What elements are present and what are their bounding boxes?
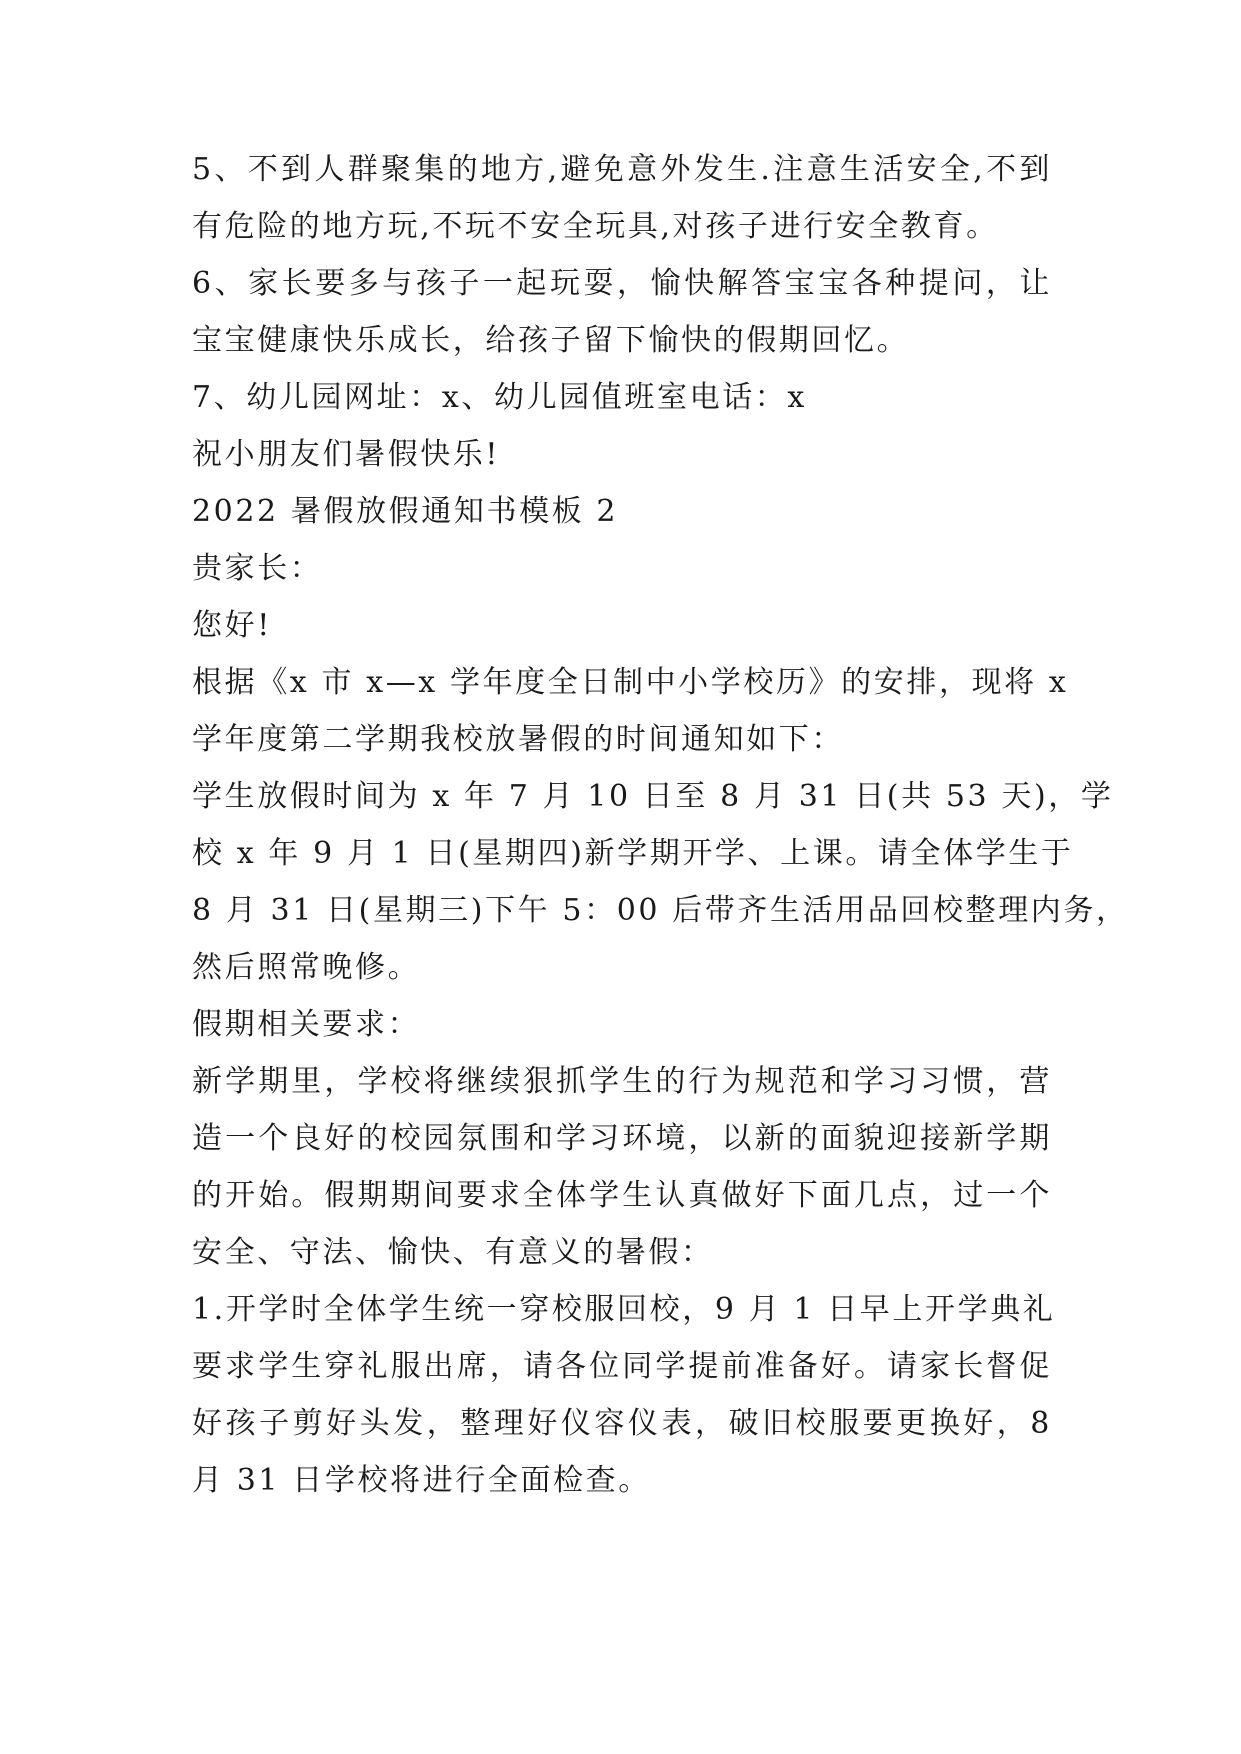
text-line: 然后照常晚修。 (192, 950, 421, 985)
text-line: 学生放假时间为 x 年 7 月 10 日至 8 月 31 日(共 53 天)，学 (192, 779, 1114, 814)
section-heading: 2022 暑假放假通知书模板 2 (192, 494, 619, 529)
text-line: 好孩子剪好头发，整理好仪容仪表，破旧校服要更换好，8 (192, 1406, 1052, 1441)
text-line: 要求学生穿礼服出席，请各位同学提前准备好。请家长督促 (192, 1349, 1052, 1384)
text-line: 的开始。假期期间要求全体学生认真做好下面几点，过一个 (192, 1178, 1052, 1213)
text-line: 8 月 31 日(星期三)下午 5：00 后带齐生活用品回校整理内务， (192, 893, 1129, 928)
text-line: 安全、守法、愉快、有意义的暑假： (192, 1235, 714, 1270)
text-line: 新学期里，学校将继续狠抓学生的行为规范和学习习惯，营 (192, 1064, 1052, 1099)
text-line: 宝宝健康快乐成长，给孩子留下愉快的假期回忆。 (192, 323, 910, 358)
text-line: 6、家长要多与孩子一起玩耍，愉快解答宝宝各种提问，让 (192, 266, 1052, 301)
text-line: 有危险的地方玩,不玩不安全玩具,对孩子进行安全教育。 (192, 209, 999, 244)
text-line: 5、不到人群聚集的地方,避免意外发生.注意生活安全,不到 (192, 152, 1052, 187)
text-line: 月 31 日学校将进行全面检查。 (192, 1463, 651, 1498)
salutation: 贵家长： (192, 551, 323, 586)
text-line: 造一个良好的校园氛围和学习环境，以新的面貌迎接新学期 (192, 1121, 1052, 1156)
greeting: 您好! (192, 608, 272, 643)
text-line: 1.开学时全体学生统一穿校服回校，9 月 1 日早上开学典礼 (192, 1292, 1056, 1327)
text-line: 祝小朋友们暑假快乐! (192, 437, 501, 472)
text-line: 根据《x 市 x—x 学年度全日制中小学校历》的安排，现将 x (192, 665, 1069, 700)
text-line: 校 x 年 9 月 1 日(星期四)新学期开学、上课。请全体学生于 (192, 836, 1074, 871)
subheading: 假期相关要求： (192, 1007, 421, 1042)
text-line: 学年度第二学期我校放暑假的时间通知如下： (192, 722, 844, 757)
text-line: 7、幼儿园网址：x、幼儿园值班室电话：x (192, 380, 807, 415)
